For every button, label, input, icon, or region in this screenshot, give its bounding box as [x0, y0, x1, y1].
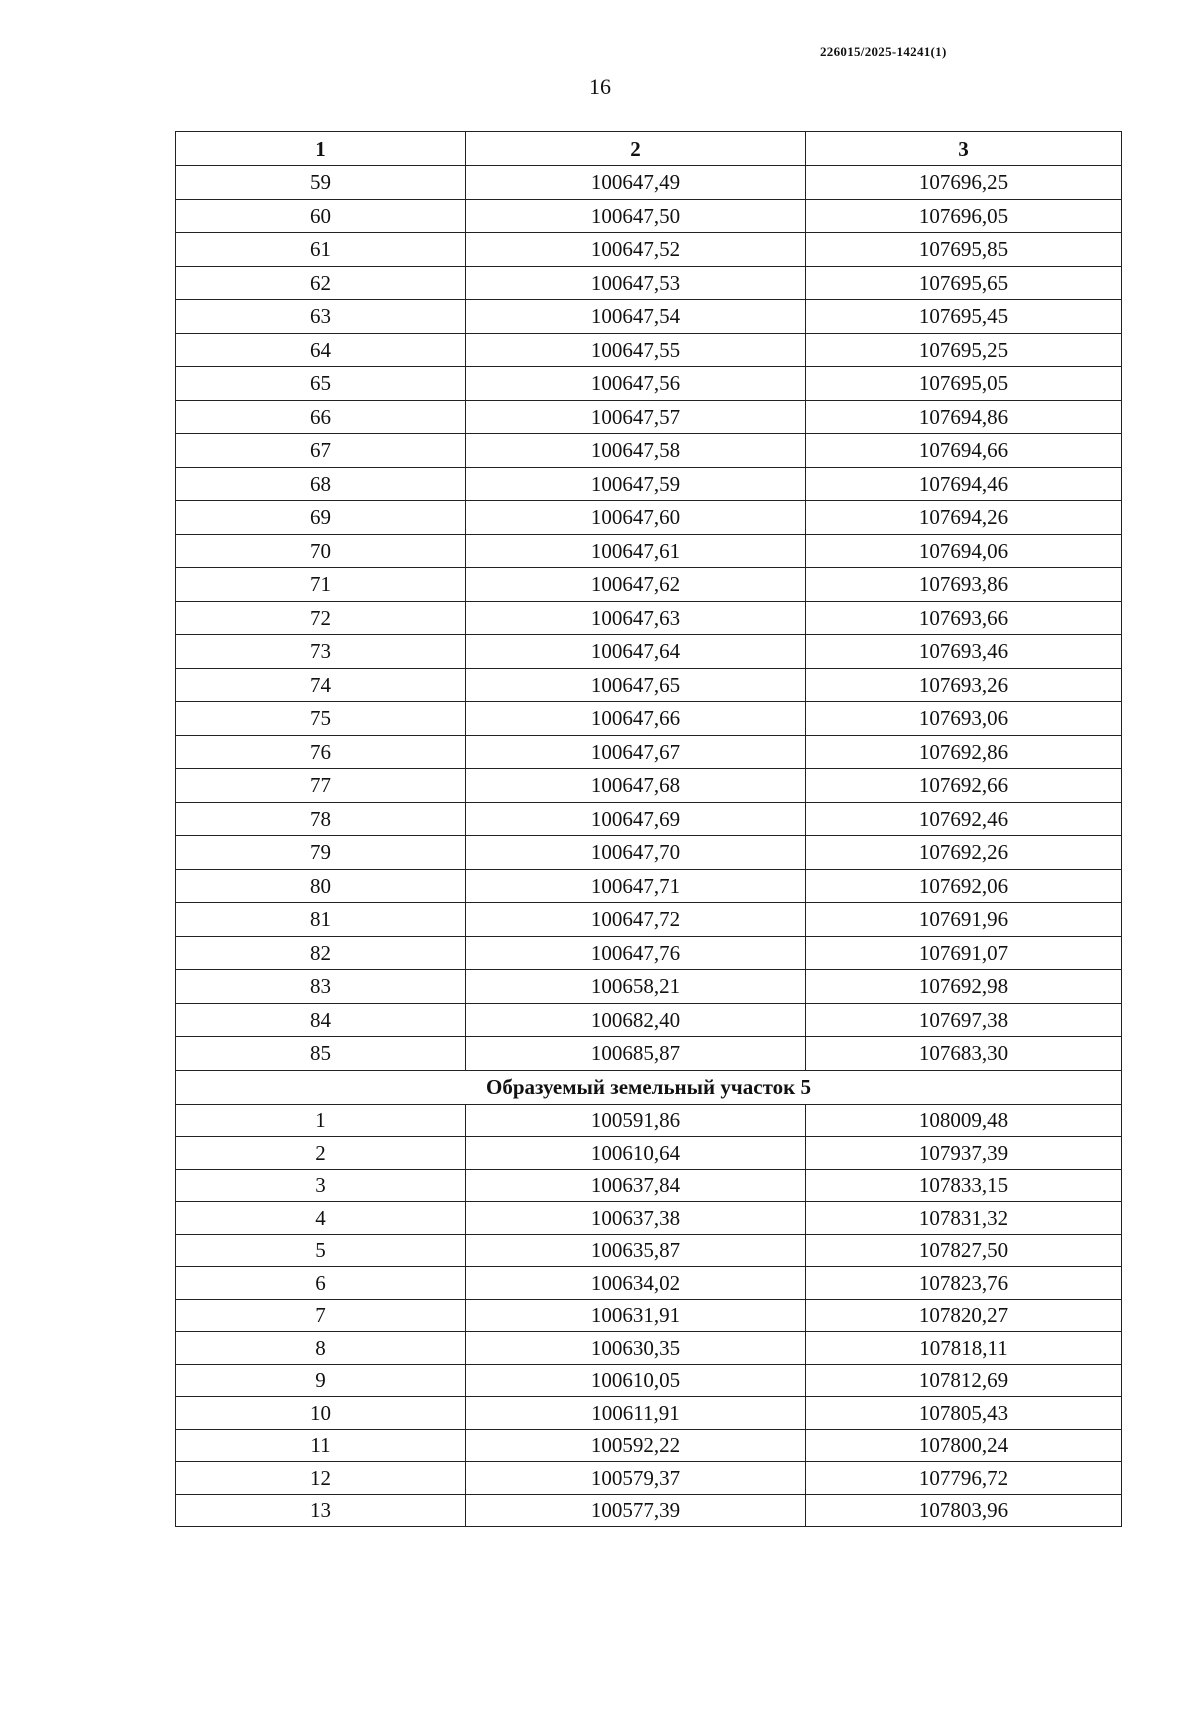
section-title: Образуемый земельный участок 5 [176, 1070, 1122, 1104]
table-row [176, 702, 1122, 736]
point-number-cell: 60 [176, 199, 466, 233]
table-row [176, 367, 1122, 401]
x-coordinate-cell: 100611,91 [466, 1397, 806, 1430]
table-row [176, 333, 1122, 367]
x-coordinate-cell: 100647,61 [466, 534, 806, 568]
y-coordinate-cell: 107694,86 [806, 400, 1122, 434]
y-coordinate-cell: 107695,05 [806, 367, 1122, 401]
point-number-cell: 80 [176, 869, 466, 903]
x-coordinate-cell: 100682,40 [466, 1003, 806, 1037]
table-row [176, 233, 1122, 267]
y-coordinate-cell: 107693,06 [806, 702, 1122, 736]
section-row [176, 1070, 1122, 1104]
y-coordinate-cell: 107692,86 [806, 735, 1122, 769]
table-row [176, 903, 1122, 937]
column-header: 2 [466, 132, 806, 166]
x-coordinate-cell: 100637,84 [466, 1169, 806, 1202]
x-coordinate-cell: 100647,71 [466, 869, 806, 903]
point-number-cell: 13 [176, 1494, 466, 1527]
y-coordinate-cell: 107697,38 [806, 1003, 1122, 1037]
x-coordinate-cell: 100647,54 [466, 300, 806, 334]
table-row [176, 1234, 1122, 1267]
table-row [176, 1299, 1122, 1332]
y-coordinate-cell: 107827,50 [806, 1234, 1122, 1267]
y-coordinate-cell: 107823,76 [806, 1267, 1122, 1300]
x-coordinate-cell: 100592,22 [466, 1429, 806, 1462]
coordinates-table [175, 131, 1122, 1527]
point-number-cell: 73 [176, 635, 466, 669]
x-coordinate-cell: 100610,05 [466, 1364, 806, 1397]
point-number-cell: 65 [176, 367, 466, 401]
x-coordinate-cell: 100637,38 [466, 1202, 806, 1235]
point-number-cell: 84 [176, 1003, 466, 1037]
x-coordinate-cell: 100647,52 [466, 233, 806, 267]
table-row [176, 836, 1122, 870]
table-row [176, 300, 1122, 334]
table-row [176, 1003, 1122, 1037]
y-coordinate-cell: 107693,26 [806, 668, 1122, 702]
point-number-cell: 66 [176, 400, 466, 434]
table-row [176, 1202, 1122, 1235]
x-coordinate-cell: 100647,50 [466, 199, 806, 233]
y-coordinate-cell: 107692,66 [806, 769, 1122, 803]
x-coordinate-cell: 100647,67 [466, 735, 806, 769]
table-row [176, 1169, 1122, 1202]
point-number-cell: 61 [176, 233, 466, 267]
y-coordinate-cell: 107694,66 [806, 434, 1122, 468]
x-coordinate-cell: 100634,02 [466, 1267, 806, 1300]
table-row [176, 467, 1122, 501]
point-number-cell: 63 [176, 300, 466, 334]
y-coordinate-cell: 107833,15 [806, 1169, 1122, 1202]
y-coordinate-cell: 107692,98 [806, 970, 1122, 1004]
table-row [176, 199, 1122, 233]
point-number-cell: 8 [176, 1332, 466, 1365]
point-number-cell: 11 [176, 1429, 466, 1462]
x-coordinate-cell: 100647,53 [466, 266, 806, 300]
point-number-cell: 79 [176, 836, 466, 870]
y-coordinate-cell: 107695,65 [806, 266, 1122, 300]
x-coordinate-cell: 100630,35 [466, 1332, 806, 1365]
table-row [176, 601, 1122, 635]
x-coordinate-cell: 100647,62 [466, 568, 806, 602]
y-coordinate-cell: 107696,25 [806, 166, 1122, 200]
point-number-cell: 12 [176, 1462, 466, 1495]
x-coordinate-cell: 100647,70 [466, 836, 806, 870]
point-number-cell: 77 [176, 769, 466, 803]
point-number-cell: 76 [176, 735, 466, 769]
table-row [176, 769, 1122, 803]
point-number-cell: 70 [176, 534, 466, 568]
point-number-cell: 10 [176, 1397, 466, 1430]
point-number-cell: 9 [176, 1364, 466, 1397]
y-coordinate-cell: 107692,06 [806, 869, 1122, 903]
x-coordinate-cell: 100647,58 [466, 434, 806, 468]
point-number-cell: 2 [176, 1137, 466, 1170]
point-number-cell: 71 [176, 568, 466, 602]
table-row [176, 735, 1122, 769]
x-coordinate-cell: 100647,63 [466, 601, 806, 635]
table-row [176, 802, 1122, 836]
point-number-cell: 72 [176, 601, 466, 635]
x-coordinate-cell: 100579,37 [466, 1462, 806, 1495]
x-coordinate-cell: 100658,21 [466, 970, 806, 1004]
point-number-cell: 62 [176, 266, 466, 300]
table-row [176, 1397, 1122, 1430]
y-coordinate-cell: 107820,27 [806, 1299, 1122, 1332]
point-number-cell: 69 [176, 501, 466, 535]
point-number-cell: 82 [176, 936, 466, 970]
y-coordinate-cell: 107696,05 [806, 199, 1122, 233]
document-id: 226015/2025-14241(1) [820, 44, 947, 59]
x-coordinate-cell: 100647,64 [466, 635, 806, 669]
table-row [176, 1429, 1122, 1462]
table-row [176, 668, 1122, 702]
x-coordinate-cell: 100577,39 [466, 1494, 806, 1527]
point-number-cell: 67 [176, 434, 466, 468]
y-coordinate-cell: 107800,24 [806, 1429, 1122, 1462]
table-row [176, 166, 1122, 200]
table-row [176, 1332, 1122, 1365]
point-number-cell: 83 [176, 970, 466, 1004]
table-body-part-1 [176, 166, 1122, 1071]
x-coordinate-cell: 100647,56 [466, 367, 806, 401]
x-coordinate-cell: 100591,86 [466, 1104, 806, 1137]
point-number-cell: 64 [176, 333, 466, 367]
x-coordinate-cell: 100647,60 [466, 501, 806, 535]
point-number-cell: 85 [176, 1037, 466, 1071]
x-coordinate-cell: 100647,55 [466, 333, 806, 367]
x-coordinate-cell: 100647,76 [466, 936, 806, 970]
table-row [176, 1267, 1122, 1300]
y-coordinate-cell: 107683,30 [806, 1037, 1122, 1071]
point-number-cell: 4 [176, 1202, 466, 1235]
table-row [176, 635, 1122, 669]
x-coordinate-cell: 100647,57 [466, 400, 806, 434]
point-number-cell: 7 [176, 1299, 466, 1332]
table-row [176, 1037, 1122, 1071]
page-number: 16 [589, 74, 611, 99]
x-coordinate-cell: 100647,66 [466, 702, 806, 736]
x-coordinate-cell: 100610,64 [466, 1137, 806, 1170]
y-coordinate-cell: 107692,46 [806, 802, 1122, 836]
y-coordinate-cell: 107691,96 [806, 903, 1122, 937]
y-coordinate-cell: 107693,86 [806, 568, 1122, 602]
x-coordinate-cell: 100635,87 [466, 1234, 806, 1267]
table-row [176, 266, 1122, 300]
y-coordinate-cell: 107937,39 [806, 1137, 1122, 1170]
table-row [176, 1104, 1122, 1137]
table-row [176, 936, 1122, 970]
column-header: 1 [176, 132, 466, 166]
y-coordinate-cell: 107691,07 [806, 936, 1122, 970]
x-coordinate-cell: 100685,87 [466, 1037, 806, 1071]
point-number-cell: 59 [176, 166, 466, 200]
point-number-cell: 78 [176, 802, 466, 836]
table-row [176, 1462, 1122, 1495]
y-coordinate-cell: 107812,69 [806, 1364, 1122, 1397]
table-header-row [176, 132, 1122, 166]
y-coordinate-cell: 107796,72 [806, 1462, 1122, 1495]
table-row [176, 1137, 1122, 1170]
x-coordinate-cell: 100647,59 [466, 467, 806, 501]
table-row [176, 970, 1122, 1004]
point-number-cell: 3 [176, 1169, 466, 1202]
y-coordinate-cell: 107695,25 [806, 333, 1122, 367]
point-number-cell: 5 [176, 1234, 466, 1267]
x-coordinate-cell: 100647,49 [466, 166, 806, 200]
x-coordinate-cell: 100631,91 [466, 1299, 806, 1332]
table-row [176, 869, 1122, 903]
point-number-cell: 74 [176, 668, 466, 702]
y-coordinate-cell: 107693,66 [806, 601, 1122, 635]
table-row [176, 534, 1122, 568]
y-coordinate-cell: 107695,85 [806, 233, 1122, 267]
table-row [176, 434, 1122, 468]
point-number-cell: 1 [176, 1104, 466, 1137]
y-coordinate-cell: 107692,26 [806, 836, 1122, 870]
column-header: 3 [806, 132, 1122, 166]
table-row [176, 1494, 1122, 1527]
y-coordinate-cell: 107694,46 [806, 467, 1122, 501]
y-coordinate-cell: 108009,48 [806, 1104, 1122, 1137]
y-coordinate-cell: 107818,11 [806, 1332, 1122, 1365]
y-coordinate-cell: 107694,06 [806, 534, 1122, 568]
point-number-cell: 68 [176, 467, 466, 501]
y-coordinate-cell: 107693,46 [806, 635, 1122, 669]
table-row [176, 1364, 1122, 1397]
y-coordinate-cell: 107695,45 [806, 300, 1122, 334]
table-row [176, 501, 1122, 535]
point-number-cell: 75 [176, 702, 466, 736]
table-body-part-2 [176, 1104, 1122, 1527]
y-coordinate-cell: 107694,26 [806, 501, 1122, 535]
table-row [176, 568, 1122, 602]
y-coordinate-cell: 107831,32 [806, 1202, 1122, 1235]
y-coordinate-cell: 107803,96 [806, 1494, 1122, 1527]
point-number-cell: 81 [176, 903, 466, 937]
x-coordinate-cell: 100647,69 [466, 802, 806, 836]
y-coordinate-cell: 107805,43 [806, 1397, 1122, 1430]
x-coordinate-cell: 100647,72 [466, 903, 806, 937]
x-coordinate-cell: 100647,68 [466, 769, 806, 803]
table-row [176, 400, 1122, 434]
x-coordinate-cell: 100647,65 [466, 668, 806, 702]
point-number-cell: 6 [176, 1267, 466, 1300]
